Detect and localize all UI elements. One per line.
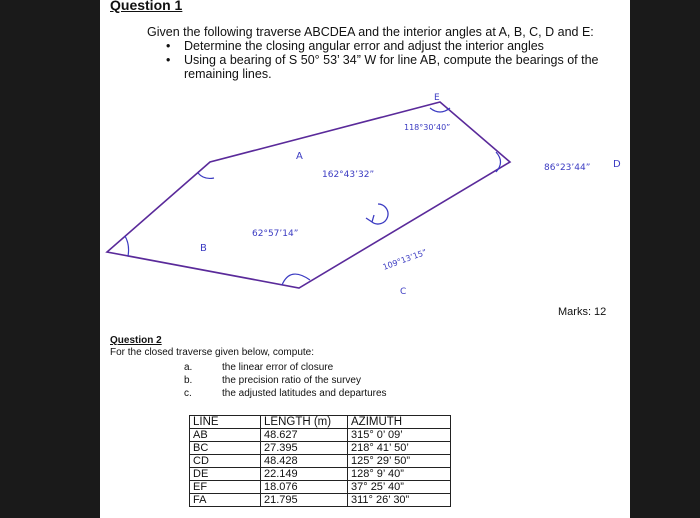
cell-length: 21.795 — [261, 494, 348, 507]
question-1-title: Question 1 — [110, 0, 183, 13]
item-label: a. — [184, 362, 193, 373]
cell-line: FA — [190, 494, 261, 507]
point-label-c: C — [400, 287, 407, 297]
table-row — [190, 468, 451, 481]
angle-arc-b — [125, 236, 129, 256]
point-label-a: A — [296, 151, 303, 162]
item-text: the adjusted latitudes and departures — [222, 388, 387, 399]
cell-line: BC — [190, 442, 261, 455]
cell-line: DE — [190, 468, 261, 481]
header-line: LINE — [190, 416, 261, 429]
document-page — [100, 0, 630, 518]
cell-line: CD — [190, 455, 261, 468]
cell-azimuth: 37° 25’ 40” — [348, 481, 451, 494]
list-item — [184, 387, 387, 400]
direction-arrow-icon — [366, 204, 388, 224]
cell-azimuth: 218° 41’ 50’ — [348, 442, 451, 455]
table-row — [190, 442, 451, 455]
cell-line: EF — [190, 481, 261, 494]
traverse-table — [189, 415, 451, 507]
table-row — [190, 481, 451, 494]
angle-label-b: 62°57’14” — [252, 229, 299, 239]
item-label: b. — [184, 375, 193, 386]
table-row — [190, 455, 451, 468]
table-row — [190, 494, 451, 507]
question-2-items — [184, 361, 387, 400]
header-azimuth: AZIMUTH — [348, 416, 451, 429]
cell-line: AB — [190, 429, 261, 442]
angle-label-c: 109°13’15” — [381, 247, 429, 272]
item-label: c. — [184, 388, 192, 399]
cell-length: 48.627 — [261, 429, 348, 442]
angle-arc-a — [198, 173, 214, 178]
cell-length: 22.149 — [261, 468, 348, 481]
point-label-d: D — [613, 159, 621, 170]
angle-label-a: 162°43’32” — [322, 170, 375, 180]
list-item — [184, 361, 387, 374]
cell-azimuth: 315° 0’ 09’ — [348, 429, 451, 442]
angle-label-e: 118°30’40” — [404, 123, 451, 132]
marks-label: Marks: 12 — [558, 306, 607, 318]
cell-length: 48.428 — [261, 455, 348, 468]
item-text: the linear error of closure — [222, 362, 334, 373]
header-length: LENGTH (m) — [261, 416, 348, 429]
traverse-figure — [100, 0, 630, 330]
cell-length: 27.395 — [261, 442, 348, 455]
table-header-row — [190, 416, 451, 429]
question-1-intro: Given the following traverse ABCDEA and the interior angles at A, B, C, D and E: — [147, 25, 594, 39]
bullet-item: • Determine the closing angular error and adjust the interior angles — [162, 39, 607, 53]
cell-length: 18.076 — [261, 481, 348, 494]
table-row — [190, 429, 451, 442]
bullet-item: • Using a bearing of S 50° 53’ 34” W for line AB, compute the bearings of the remaining lines. — [162, 53, 607, 81]
list-item — [184, 374, 387, 387]
cell-azimuth: 311° 26’ 30” — [348, 494, 451, 507]
cell-azimuth: 125° 29’ 50” — [348, 455, 451, 468]
point-label-b: B — [200, 243, 207, 254]
item-text: the precision ratio of the survey — [222, 375, 361, 386]
question-2-title: Question 2 — [110, 335, 162, 346]
angle-label-d: 86°23’44” — [544, 163, 591, 173]
point-label-e: E — [434, 93, 440, 103]
cell-azimuth: 128° 9’ 40” — [348, 468, 451, 481]
question-2-intro: For the closed traverse given below, compute: — [110, 347, 314, 358]
